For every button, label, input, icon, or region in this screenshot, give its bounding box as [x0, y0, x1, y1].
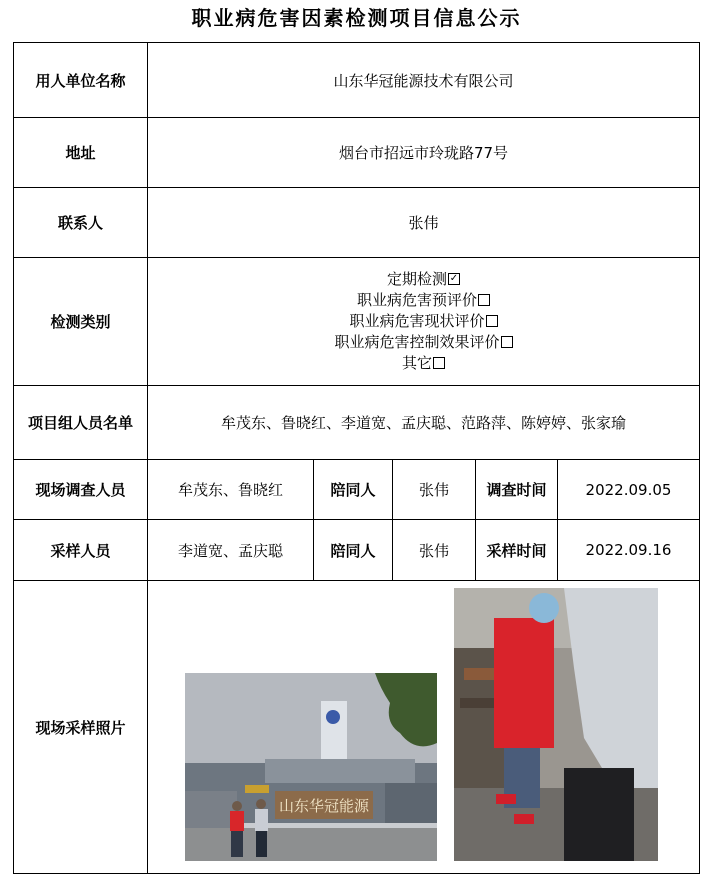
contact-label: 联系人 — [14, 188, 148, 258]
checkbox-icon — [486, 315, 498, 327]
option-other: 其它 — [148, 353, 699, 374]
logo-icon — [326, 710, 340, 724]
photos-cell — [148, 581, 700, 874]
team-label: 项目组人员名单 — [14, 386, 148, 460]
checkbox-icon — [501, 336, 513, 348]
row-team — [14, 386, 700, 460]
mask-face — [529, 593, 559, 623]
checked-checkbox-icon — [448, 273, 460, 285]
survey-escort-label: 陪同人 — [314, 460, 393, 520]
checkbox-icon — [433, 357, 445, 369]
site-entrance-photo — [185, 673, 437, 861]
sampling-staff: 李道宽、孟庆聪 — [148, 520, 314, 581]
sampling-label: 采样人员 — [14, 520, 148, 581]
option-pre-assessment: 职业病危害预评价 — [148, 290, 699, 311]
detection-type-options — [148, 258, 700, 386]
company-value: 山东华冠能源技术有限公司 — [148, 43, 700, 118]
option-control-effect: 职业病危害控制效果评价 — [148, 332, 699, 353]
option-status-assessment: 职业病危害现状评价 — [148, 311, 699, 332]
contact-value: 张伟 — [148, 188, 700, 258]
row-survey — [14, 460, 700, 520]
survey-time-label: 调查时间 — [476, 460, 558, 520]
sampling-photo — [454, 588, 658, 861]
row-detection-type — [14, 258, 700, 386]
survey-label: 现场调查人员 — [14, 460, 148, 520]
row-contact — [14, 188, 700, 258]
page-title: 职业病危害因素检测项目信息公示 — [191, 6, 522, 30]
photos-label: 现场采样照片 — [14, 581, 148, 874]
address-value: 烟台市招远市玲珑路77号 — [148, 118, 700, 188]
person-red-shirt — [230, 811, 244, 831]
person-red-shirt — [494, 618, 554, 748]
info-table — [13, 42, 700, 874]
company-label: 用人单位名称 — [14, 43, 148, 118]
row-photos — [14, 581, 700, 874]
row-company — [14, 43, 700, 118]
survey-staff: 牟茂东、鲁晓红 — [148, 460, 314, 520]
sampling-time-label: 采样时间 — [476, 520, 558, 581]
sampling-time: 2022.09.16 — [558, 520, 700, 581]
person-grey-shirt — [255, 809, 268, 831]
detection-type-label: 检测类别 — [14, 258, 148, 386]
row-address — [14, 118, 700, 188]
checkbox-icon — [478, 294, 490, 306]
option-periodic: 定期检测✓ — [148, 269, 699, 290]
survey-escort: 张伟 — [393, 460, 476, 520]
team-value: 牟茂东、鲁晓红、李道宽、孟庆聪、范路萍、陈婷婷、张家瑜 — [148, 386, 700, 460]
survey-time: 2022.09.05 — [558, 460, 700, 520]
sampling-escort: 张伟 — [393, 520, 476, 581]
address-label: 地址 — [14, 118, 148, 188]
svg-text:山东华冠能源: 山东华冠能源 — [278, 797, 370, 815]
sampling-escort-label: 陪同人 — [314, 520, 393, 581]
row-sampling — [14, 520, 700, 581]
